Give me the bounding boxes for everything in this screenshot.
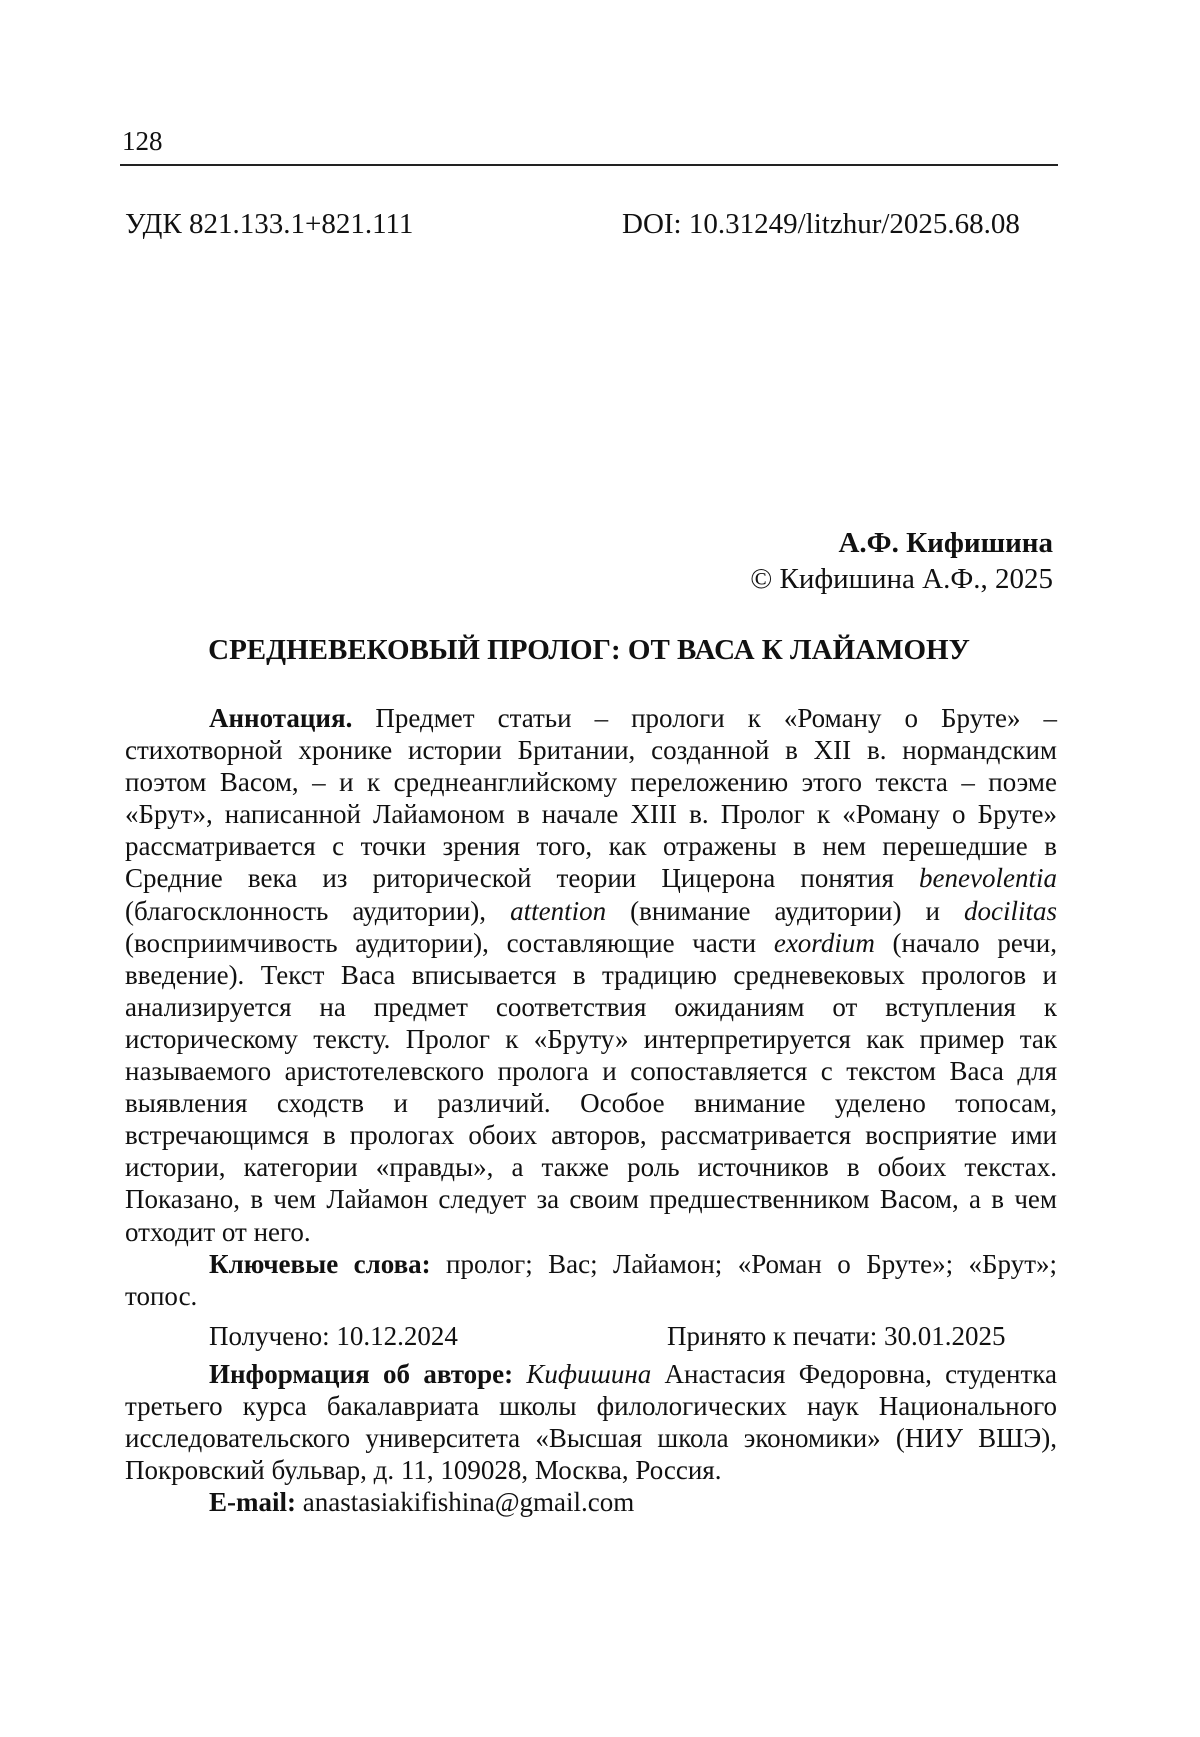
abstract-text-3: (внимание аудитории) и: [606, 895, 964, 926]
keywords-text: пролог; Вас; Лайамон; «Роман о Бруте»; «Брут»; топос.: [125, 1248, 1057, 1311]
page-number: 128: [122, 126, 163, 156]
abstract-term-benevolentia: benevolentia: [919, 863, 1057, 894]
author-info-label: Информация об авторе:: [209, 1358, 514, 1389]
author-block: [750, 525, 1053, 597]
abstract-term-attention: attention: [510, 895, 607, 926]
author-info-paragraph: [125, 1358, 1057, 1486]
received-date: Получено: 10.12.2024: [209, 1320, 458, 1351]
article-title: СРЕДНЕВЕКОВЫЙ ПРОЛОГ: ОТ ВАСА К ЛАЙАМОНУ: [208, 634, 970, 666]
dates-line: [125, 1320, 1057, 1358]
udc-code: УДК 821.133.1+821.111: [125, 208, 414, 240]
keywords-label: Ключевые слова:: [209, 1248, 431, 1279]
meta-line: [125, 206, 1047, 242]
abstract-text-2: (благосклонность аудитории),: [125, 895, 511, 926]
abstract-text-1: Предмет статьи – прологи к «Роману о Бруте» – стихотворной хронике истории Британии, созданной в XII в. нормандским поэтом Васом, – и к среднеанглийскому переложению этого текста – поэме «Брут», написанной Лайамоном в начале XIII в. Пролог к «Роману о Бруте» рассматривается с точки зрения того, как отражены в нем перешедшие в Средние века из риторической теории Цицерона понятия: [125, 703, 1057, 894]
copyright-line: © Кифишина А.Ф., 2025: [750, 563, 1053, 595]
email-address[interactable]: anastasiakifishina@gmail.com: [296, 1487, 635, 1518]
article-front-matter: [125, 702, 1057, 1518]
abstract-text-5: (начало речи, введение). Текст Васа вписывается в традицию средневековых прологов и анализируется на предмет соответствия ожиданиям от вступления к историческому тексту. Пролог к «Бруту» интерпретируется как пример так называемого аристотелевского пролога и сопоставляется с текстом Васа для выявления сходств и различий. Особое внимание уделено топосам, встречающимся в прологах обоих авторов, рассматривается восприятие ими истории, категории «правды», а также роль источников в обоих текстах. Показано, в чем Лайамон следует за своим предшественником Васом, а в чем отходит от него.: [125, 927, 1057, 1247]
author-info-surname: Кифишина: [526, 1358, 652, 1389]
keywords-paragraph: [125, 1248, 1057, 1312]
doi-code: DOI: 10.31249/litzhur/2025.68.08: [622, 208, 1020, 240]
abstract-term-docilitas: docilitas: [964, 895, 1057, 926]
abstract-label: Аннотация.: [209, 703, 353, 733]
author-name: А.Ф. Кифишина: [838, 527, 1053, 559]
accepted-date: Принято к печати: 30.01.2025: [667, 1320, 1006, 1351]
header-rule: [120, 164, 1058, 166]
abstract-paragraph: [125, 702, 1057, 1248]
email-label: E-mail:: [209, 1487, 296, 1518]
author-info-text: Анастасия Федоровна, студентка третьего курса бакалавриата школы филологических наук Национального исследовательского университета «Высшая школа экономики» (НИУ ВШЭ), Покровский бульвар, д. 11, 109028, Москва, Россия.: [125, 1358, 1057, 1486]
email-line: [125, 1486, 1057, 1518]
abstract-term-exordium: exordium: [773, 927, 875, 958]
abstract-text-4: (восприимчивость аудитории), составляющие части: [125, 927, 774, 958]
